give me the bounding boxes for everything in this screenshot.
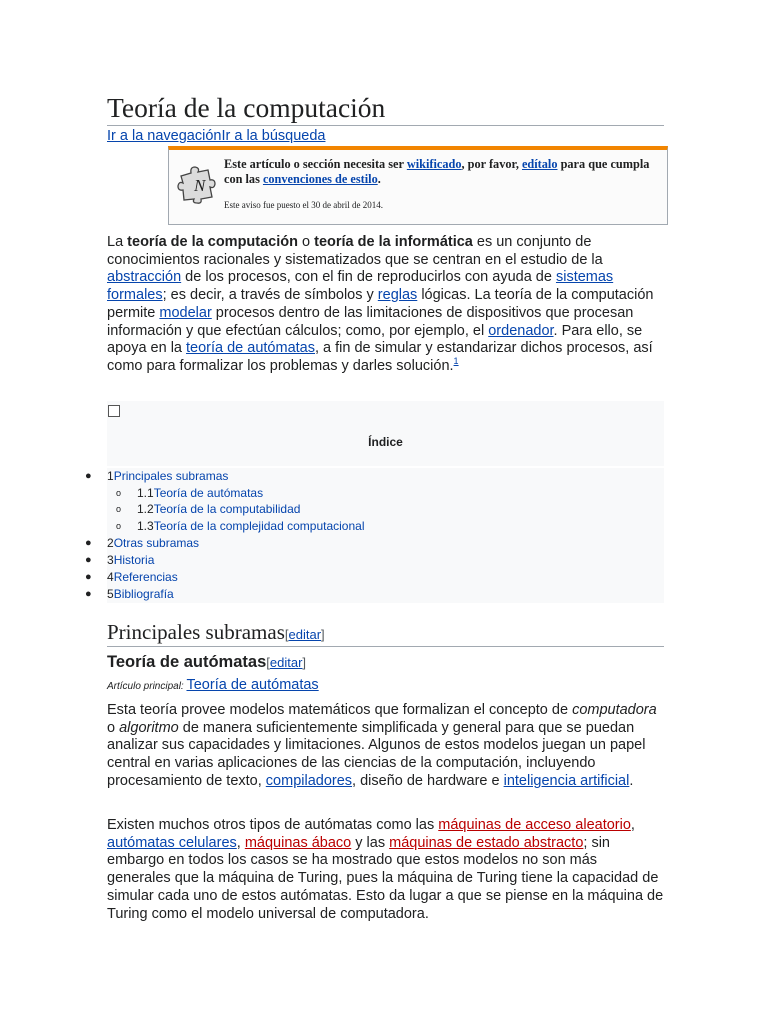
automata-paragraph-2: Existen muchos otros tipos de autómatas como las máquinas de acceso aleatorio, autómatas celulares, máquinas ábaco y las máquinas de estado abstracto; sin embargo en todos los casos se ha mostrado que estos modelos no son más generales que la máquina de Turing, pues la máquina de Turing tiene la capacidad de simular cada uno de estos autómatas. Esto da lugar a que se piense en la máquina de Turing como el modelo universal de computadora.: [107, 817, 664, 922]
intro-paragraph: La teoría de la computación o teoría de la informática es un conjunto de conocimientos racionales y sistematizados que se centran en el estudio de la abstracción de los procesos, con el fin de reproducirlos con ayuda de sistemas formales; es decir, a través de símbolos y reglas lógicas. La teoría de la computación permite modelar procesos dentro de las limitaciones de dispositivos que procesan información y que efectúan cálculos; como, por ejemplo, el ordenador. Para ello, se apoya en la teoría de autómatas, a fin de simular y estandarizar dichos procesos, así como para formalizar los problemas y darles solución.$^1$: [107, 234, 654, 374]
toc-bullet: ●: [85, 571, 92, 583]
subsection-heading-teoria-automatas: Teoría de autómatas[editar]: [107, 653, 307, 671]
style-conventions-link[interactable]: convenciones de estilo: [262, 172, 378, 186]
subsection-edit: [editar]: [266, 655, 307, 670]
ordenador-link[interactable]: ordenador: [488, 322, 554, 339]
editalo-link[interactable]: edítalo: [521, 157, 558, 171]
section-heading-principales-subramas: Principales subramas[editar]: [107, 618, 664, 647]
toc-header: [107, 401, 664, 466]
wikificado-link[interactable]: wikificado: [406, 157, 462, 171]
toc-sub-bullet: o: [116, 521, 122, 531]
toc-item[interactable]: 4Referencias: [107, 569, 664, 586]
toc-item[interactable]: 1Principales subramas: [107, 468, 664, 485]
toc-title: Índice: [368, 435, 403, 449]
toc-item[interactable]: 1.1Teoría de autómatas: [107, 485, 664, 502]
toc-sub-bullet: o: [116, 504, 122, 514]
toc-item[interactable]: 2Otras subramas: [107, 535, 664, 552]
main-article-note: Artículo principal: Teoría de autómatas: [107, 677, 319, 693]
toc-bullet: ●: [85, 554, 92, 566]
sistemas-formales-link[interactable]: sistemas formales: [107, 269, 614, 304]
notice-message: Este artículo o sección necesita ser wikificado, por favor, edítalo para que cumpla con las convenciones de estilo.: [224, 157, 650, 186]
puzzle-icon: [175, 162, 219, 206]
notice-date: Este aviso fue puesto el 30 de abril de 2014.: [224, 200, 383, 210]
reglas-link[interactable]: reglas: [377, 287, 418, 304]
toc-toggle-checkbox[interactable]: [108, 405, 120, 417]
edit-subsection-link[interactable]: editar: [269, 655, 303, 670]
main-article-link[interactable]: Teoría de autómatas: [186, 677, 319, 693]
toc-item[interactable]: 1.2Teoría de la computabilidad: [107, 501, 664, 518]
teoria-automatas-link[interactable]: teoría de autómatas: [186, 340, 315, 357]
automatas-celulares-link[interactable]: autómatas celulares: [107, 834, 237, 851]
modelar-link[interactable]: modelar: [159, 304, 212, 321]
automata-paragraph-1: Esta teoría provee modelos matemáticos que formalizan el concepto de computadora o algoritmo de manera suficientemente simplificada y general para que se puedan analizar sus capacidades y limitaciones. Algunos de estos modelos juegan un papel central en varias aplicaciones de las ciencias de la computación, incluyendo procesamiento de texto, compiladores, diseño de hardware e inteligencia artificial.: [107, 702, 657, 789]
jump-to-search-link[interactable]: Ir a la búsqueda: [221, 128, 326, 144]
toc-item[interactable]: 3Historia: [107, 552, 664, 569]
toc-bullet: ●: [85, 537, 92, 549]
toc-bullet: ●: [85, 588, 92, 600]
maquinas-abaco-link[interactable]: máquinas ábaco: [244, 834, 352, 851]
jump-to-navigation-link[interactable]: Ir a la navegación: [107, 128, 222, 144]
jump-links: [107, 126, 325, 146]
page-title: Teoría de la computación: [107, 91, 664, 126]
toc-item[interactable]: 1.3Teoría de la complejidad computacional: [107, 518, 664, 535]
edit-section-link[interactable]: editar: [288, 627, 322, 642]
wikify-notice: [168, 146, 668, 225]
abstraccion-link[interactable]: abstracción: [107, 269, 182, 286]
compiladores-link[interactable]: compiladores: [265, 772, 353, 789]
inteligencia-artificial-link[interactable]: inteligencia artificial: [503, 772, 630, 789]
toc-bullet: ●: [85, 470, 92, 482]
svg-text:N: N: [194, 176, 206, 195]
toc-item[interactable]: 5Bibliografía: [107, 586, 664, 603]
reference-1[interactable]: 1: [453, 355, 459, 366]
maquinas-estado-abstracto-link[interactable]: máquinas de estado abstracto: [389, 834, 584, 851]
maquinas-acceso-aleatorio-link[interactable]: máquinas de acceso aleatorio: [438, 817, 631, 833]
toc-sub-bullet: o: [116, 488, 122, 498]
section-edit: [editar]: [284, 627, 325, 642]
